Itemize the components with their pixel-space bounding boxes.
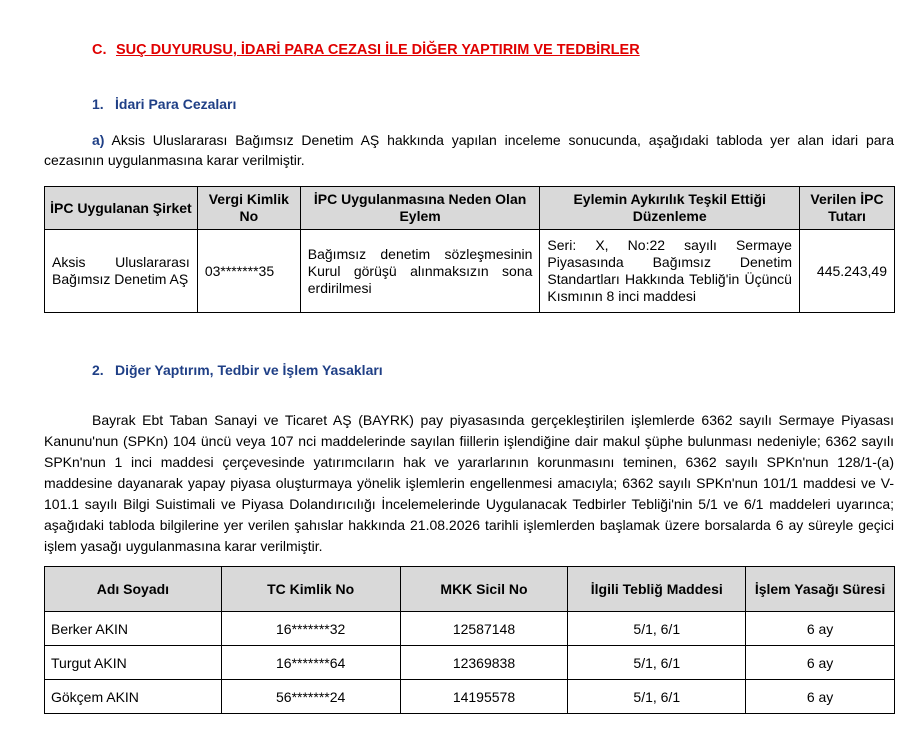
table-row	[45, 612, 895, 646]
ban-article: 5/1, 6/1	[568, 680, 746, 714]
ban-header-mkk: MKK Sicil No	[400, 567, 568, 612]
subsection-2-number: 2.	[92, 362, 104, 378]
ban-tc: 56*******24	[221, 680, 400, 714]
ban-mkk: 12587148	[400, 612, 568, 646]
subsection-1-number: 1.	[92, 96, 104, 112]
penalty-regulation: Seri: X, No:22 sayılı Sermaye Piyasasında Bağımsız Denetim Standartları Hakkında Tebliğ'in Üçüncü Kısmının 8 inci maddesi	[540, 230, 800, 313]
subsection-1-heading	[92, 96, 236, 112]
section-c-title: SUÇ DUYURUSU, İDARİ PARA CEZASI İLE DİĞER YAPTIRIM VE TEDBİRLER	[116, 42, 640, 58]
section-c-heading	[92, 42, 640, 58]
ban-article: 5/1, 6/1	[568, 646, 746, 680]
table-row	[45, 646, 895, 680]
ban-article: 5/1, 6/1	[568, 612, 746, 646]
trading-ban-table	[44, 566, 895, 714]
penalty-header-company: İPC Uygulanan Şirket	[45, 187, 198, 230]
subsection-2-heading	[92, 362, 383, 378]
ban-header-article: İlgili Tebliğ Maddesi	[568, 567, 746, 612]
trading-ban-header-row	[45, 567, 895, 612]
ban-header-tc: TC Kimlik No	[221, 567, 400, 612]
penalty-tax-id: 03*******35	[197, 230, 300, 313]
paragraph-2: Bayrak Ebt Taban Sanayi ve Ticaret AŞ (BAYRK) pay piyasasında gerçekleştirilen işlemlerde 6362 sayılı Sermaye Piyasası Kanunu'nun (SPKn) 104 üncü veya 107 nci maddelerinde sayılan fiillerin işlendiğine dair makul şüphe bulunması nedeniyle; 6362 sayılı SPKn'nun 1 inci maddesi çerçevesinde yatırımcıların hak ve yararlarının korunmasını teminen, 6362 sayılı SPKn'nun 128/1-(a) maddesine dayanarak yapay piyasa oluşturmaya yönelik işlemlerin engellenmesi amacıyla; 6362 sayılı SPKn'nun 101/1 maddesi ve V-101.1 sayılı Bilgi Suistimali ve Piyasa Dolandırıcılığı İncelemelerinde Uygulanacak Tedbirler Tebliği'nin 5/1 ve 6/1 maddeleri uyarınca; aşağıdaki tabloda bilgilerine yer verilen şahıslar hakkında 21.08.2026 tarihli işlemlerden başlamak üzere borsalarda 6 ay süreyle geçici işlem yasağı uygulanmasına karar verilmiştir.	[44, 412, 894, 554]
paragraph-a-text: Aksis Uluslararası Bağımsız Denetim AŞ hakkında yapılan inceleme sonucunda, aşağıdaki tabloda yer alan idari para cezasının uygulanmasına karar verilmiştir.	[44, 132, 894, 168]
penalty-company: Aksis Uluslararası Bağımsız Denetim AŞ	[45, 230, 198, 313]
penalty-amount: 445.243,49	[799, 230, 894, 313]
paragraph-a-label: a)	[92, 132, 105, 148]
ban-mkk: 14195578	[400, 680, 568, 714]
ban-header-name: Adı Soyadı	[45, 567, 222, 612]
penalty-header-regulation: Eylemin Aykırılık Teşkil Ettiği Düzenleme	[540, 187, 800, 230]
ban-mkk: 12369838	[400, 646, 568, 680]
ban-name: Gökçem AKIN	[45, 680, 222, 714]
ban-tc: 16*******32	[221, 612, 400, 646]
paragraph-a	[44, 130, 894, 170]
penalty-action: Bağımsız denetim sözleşmesinin Kurul görüşü alınmaksızın sona erdirilmesi	[300, 230, 540, 313]
penalty-table	[44, 186, 895, 313]
ban-name: Berker AKIN	[45, 612, 222, 646]
ban-tc: 16*******64	[221, 646, 400, 680]
section-c-number: C.	[92, 42, 107, 58]
ban-duration: 6 ay	[746, 646, 895, 680]
penalty-header-amount: Verilen İPC Tutarı	[799, 187, 894, 230]
ban-duration: 6 ay	[746, 680, 895, 714]
penalty-header-tax-id: Vergi Kimlik No	[197, 187, 300, 230]
subsection-1-title: İdari Para Cezaları	[115, 96, 237, 112]
ban-name: Turgut AKIN	[45, 646, 222, 680]
penalty-table-header-row	[45, 187, 895, 230]
ban-duration: 6 ay	[746, 612, 895, 646]
penalty-header-action: İPC Uygulanmasına Neden Olan Eylem	[300, 187, 540, 230]
table-row	[45, 680, 895, 714]
subsection-2-title: Diğer Yaptırım, Tedbir ve İşlem Yasakları	[115, 362, 383, 378]
ban-header-duration: İşlem Yasağı Süresi	[746, 567, 895, 612]
penalty-table-row	[45, 230, 895, 313]
